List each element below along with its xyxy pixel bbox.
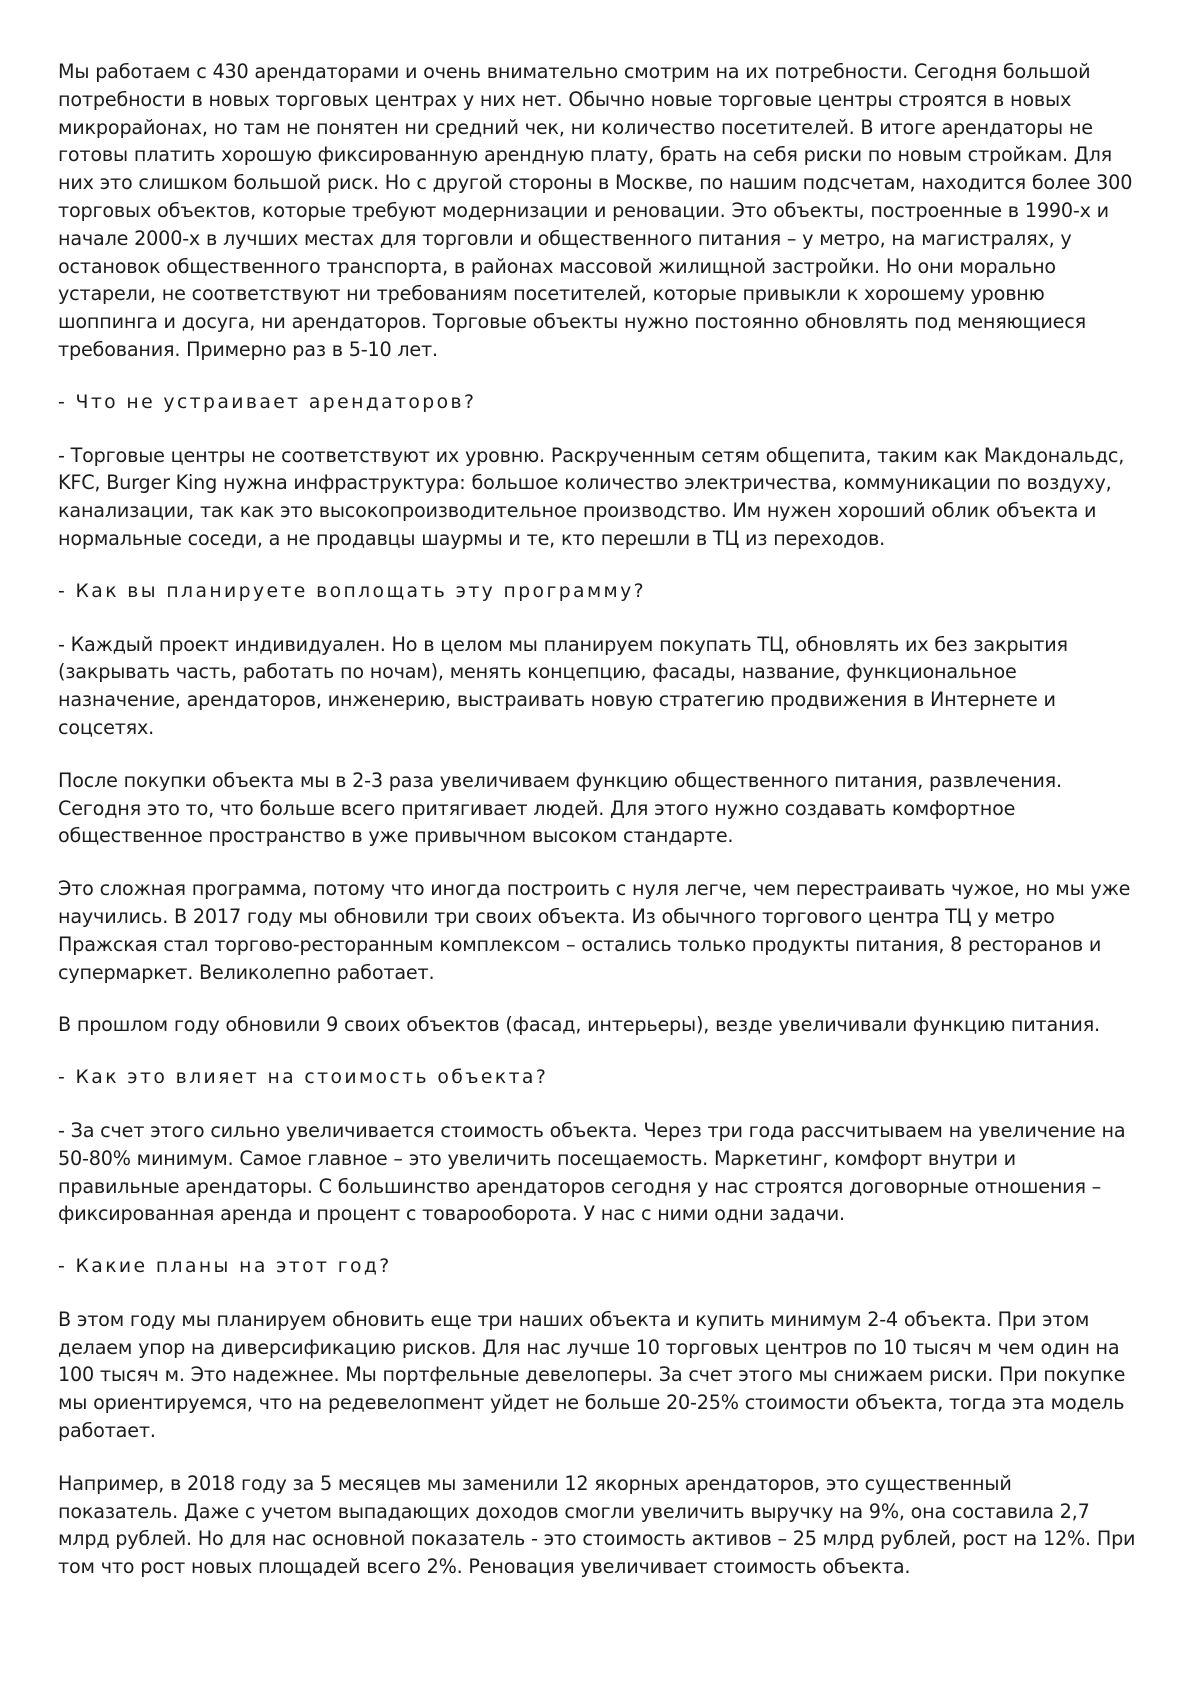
- paragraph: [58, 767, 1136, 850]
- question-text: - Что не устраивает арендаторов?: [58, 391, 477, 413]
- paragraph: [58, 58, 1136, 364]
- paragraph: [58, 875, 1136, 986]
- paragraph-text: В этом году мы планируем обновить еще три наших объекта и купить минимум 2-4 объекта. При этом делаем упор на диверсификацию рисков. Для нас лучше 10 торговых центров по 10 тысяч м чем один на 100 тысяч м. Это надежнее. Мы портфельные девелоперы. За счет этого мы снижаем риски. При покупке мы ориентируемся, что на редевелопмент уйдет не больше 20-25% стоимости объекта, тогда эта модель работает.: [58, 1307, 1126, 1443]
- paragraph: [58, 442, 1136, 553]
- question-text: - Как вы планируете воплощать эту программу?: [58, 580, 646, 602]
- paragraph-text: - Каждый проект индивидуален. Но в целом мы планируем покупать ТЦ, обновлять их без закрытия (закрывать часть, работать по ночам), менять концепцию, фасады, название, функциональное назначение, арендаторов, инженерию, выстраивать новую стратегию продвижения в Интернете и соцсетях.: [58, 632, 1068, 739]
- paragraph: [58, 1306, 1136, 1445]
- paragraph: [58, 1117, 1136, 1228]
- question: [58, 389, 1136, 417]
- paragraph-text: Например, в 2018 году за 5 месяцев мы заменили 12 якорных арендаторов, это существенный показатель. Даже с учетом выпадающих доходов смогли увеличить выручку на 9%, она составила 2,7 млрд рублей. Но для нас основной показатель - это стоимость активов – 25 млрд рублей, рост на 12%. При том что рост новых площадей всего 2%. Реновация увеличивает стоимость объекта.: [58, 1471, 1136, 1579]
- question: [58, 1064, 1136, 1092]
- paragraph: [58, 1470, 1136, 1581]
- paragraph-text: После покупки объекта мы в 2-3 раза увеличиваем функцию общественного питания, развлечения. Сегодня это то, что больше всего притягивает людей. Для этого нужно создавать комфортное общественное пространство в уже привычном высоком стандарте.: [58, 768, 1062, 848]
- question: [58, 1253, 1136, 1281]
- paragraph: [58, 631, 1136, 742]
- paragraph-text: - За счет этого сильно увеличивается стоимость объекта. Через три года рассчитываем на увеличение на 50-80% минимум. Самое главное – это увеличить посещаемость. Маркетинг, комфорт внутри и правильные арендаторы. С большинство арендаторов сегодня у нас строятся договорные отношения – фиксированная аренда и процент с товарооборота. У нас с ними одни задачи.: [58, 1118, 1126, 1226]
- paragraph-text: В прошлом году обновили 9 своих объектов (фасад, интерьеры), везде увеличивали функцию питания.: [58, 1013, 1100, 1037]
- paragraph-text: - Торговые центры не соответствуют их уровню. Раскрученным сетям общепита, таким как Макдональдс, KFC, Burger King нужна инфраструктура: большое количество электричества, коммуникации по воздуху, канализации, так как это высокопроизводительное производство. Им нужен хороший облик объекта и нормальные соседи, а не продавцы шаурмы и те, кто перешли в ТЦ из переходов.: [58, 443, 1125, 550]
- paragraph-text: Мы работаем с 430 арендаторами и очень внимательно смотрим на их потребности. Сегодня большой потребности в новых торговых центрах у них нет. Обычно новые торговые центры строятся в новых микрорайонах, но там не понятен ни средний чек, ни количество посетителей. В итоге арендаторы не готовы платить хорошую фиксированную арендную плату, брать на себя риски по новым стройкам. Для них это слишком большой риск. Но с другой стороны в Москве, по нашим подсчетам, находится более 300 торговых объектов, которые требуют модернизации и реновации. Это объекты, построенные в 1990-х и начале 2000-х в лучших местах для торговли и общественного питания – у метро, на магистралях, у остановок общественного транспорта, в районах массовой жилищной застройки. Но они морально устарели, не соответствуют ни требованиям посетителей, которые привыкли к хорошему уровню шоппинга и досуга, ни арендаторов. Торговые объекты нужно постоянно обновлять под меняющиеся требования. Примерно раз в 5-10 лет.: [58, 60, 1133, 361]
- paragraph-text: Это сложная программа, потому что иногда построить с нуля легче, чем перестраивать чужое, но мы уже научились. В 2017 году мы обновили три своих объекта. Из обычного торгового центра ТЦ у метро Пражская стал торгово-ресторанным комплексом – остались только продукты питания, 8 ресторанов и супермаркет. Великолепно работает.: [58, 877, 1131, 984]
- question-text: - Какие планы на этот год?: [58, 1256, 392, 1278]
- question-text: - Как это влияет на стоимость объекта?: [58, 1067, 549, 1089]
- question: [58, 578, 1136, 606]
- paragraph: [58, 1011, 1136, 1039]
